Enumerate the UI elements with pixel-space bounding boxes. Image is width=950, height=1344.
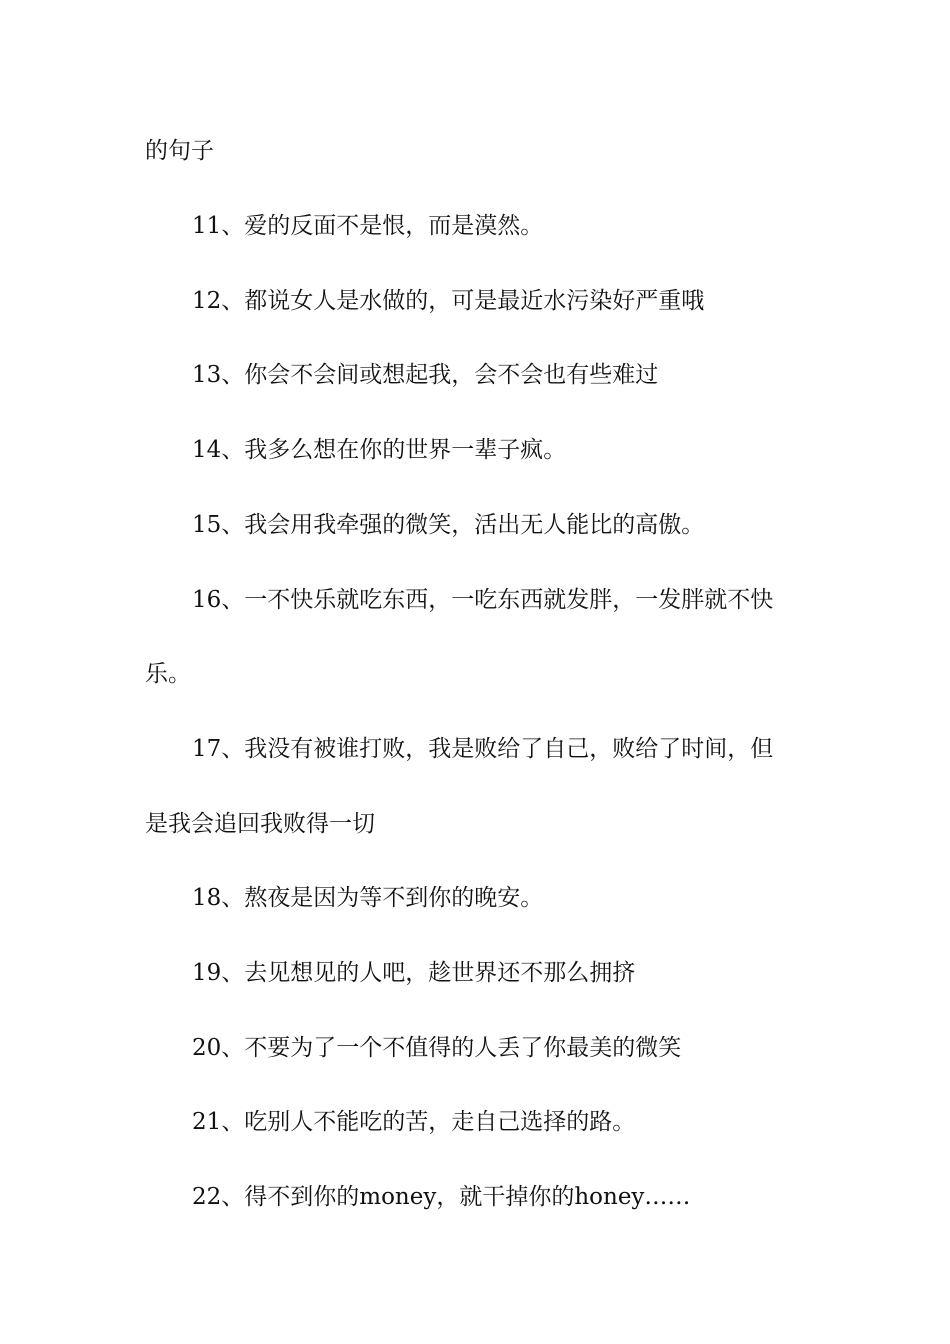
list-item-12: 12、都说女人是水做的，可是最近水污染好严重哦 (192, 288, 705, 314)
list-item-16: 16、一不快乐就吃东西，一吃东西就发胖，一发胖就不快 (192, 587, 774, 613)
list-item-20: 20、不要为了一个不值得的人丢了你最美的微笑 (192, 1035, 682, 1061)
list-item-22: 22、得不到你的money，就干掉你的honey…… (192, 1184, 691, 1210)
list-item-17: 17、我没有被谁打败，我是败给了自己，败给了时间，但 (192, 736, 774, 762)
list-item-11: 11、爱的反面不是恨，而是漠然。 (192, 213, 544, 239)
list-item-13: 13、你会不会间或想起我，会不会也有些难过 (192, 362, 659, 388)
list-item-16-continuation: 乐。 (145, 661, 191, 687)
list-item-18: 18、熬夜是因为等不到你的晚安。 (192, 885, 544, 911)
text-line-continuation: 的句子 (145, 138, 214, 164)
list-item-14: 14、我多么想在你的世界一辈子疯。 (192, 437, 567, 463)
list-item-19: 19、去见想见的人吧，趁世界还不那么拥挤 (192, 960, 636, 986)
list-item-15: 15、我会用我牵强的微笑，活出无人能比的高傲。 (192, 512, 705, 538)
list-item-21: 21、吃别人不能吃的苦，走自己选择的路。 (192, 1109, 636, 1135)
list-item-17-continuation: 是我会追回我败得一切 (145, 811, 375, 837)
